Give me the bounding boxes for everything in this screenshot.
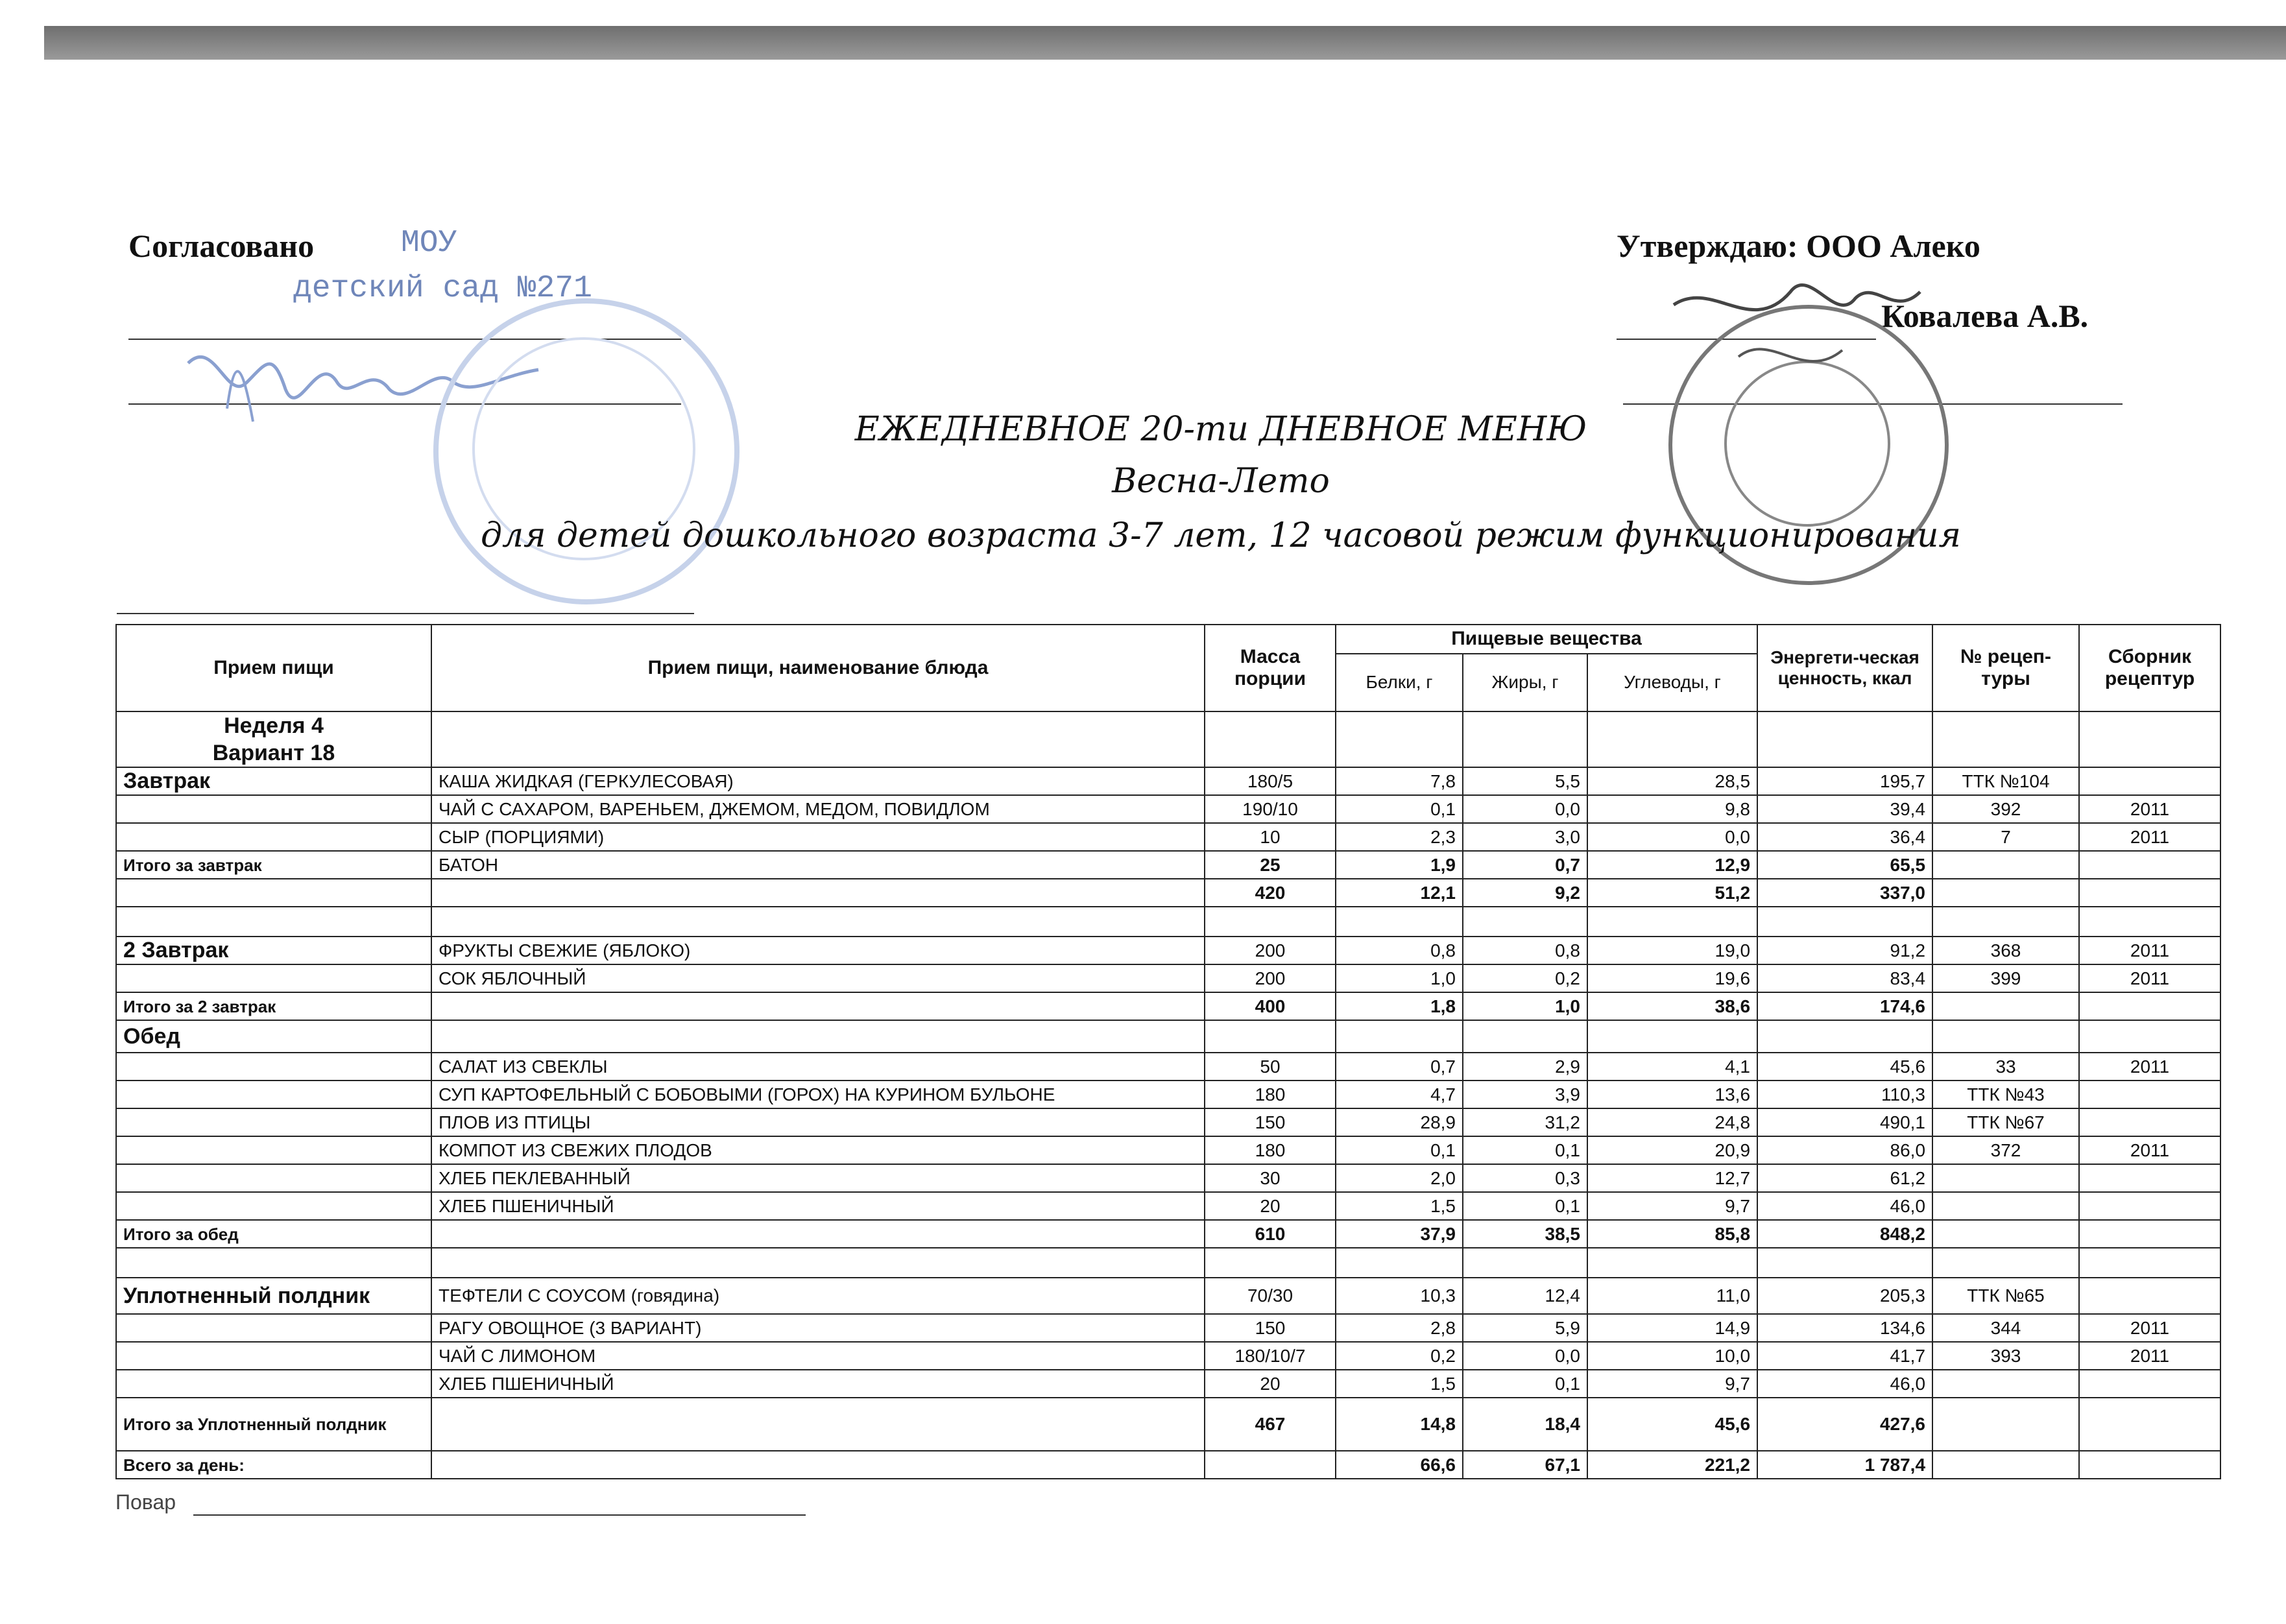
protein-cell: 2,8 xyxy=(1336,1314,1463,1342)
recipe-cell xyxy=(1932,851,2079,879)
collection-cell xyxy=(2079,1192,2220,1220)
collection-cell: 2011 xyxy=(2079,964,2220,992)
audience-subtitle: для детей дошкольного возраста 3-7 лет, 12 часовой режим функционирования xyxy=(481,516,1961,555)
table-row xyxy=(116,1192,2220,1220)
energy-cell: 174,6 xyxy=(1757,992,1932,1020)
energy-cell: 46,0 xyxy=(1757,1370,1932,1398)
fat-cell: 0,7 xyxy=(1463,851,1587,879)
dish-cell xyxy=(431,879,1205,907)
fat-cell: 5,9 xyxy=(1463,1314,1587,1342)
protein-cell: 0,8 xyxy=(1336,937,1463,964)
header-dish: Прием пищи, наименование блюда xyxy=(431,625,1205,711)
carbs-cell: 9,8 xyxy=(1587,795,1757,823)
dish-cell: ФРУКТЫ СВЕЖИЕ (ЯБЛОКО) xyxy=(431,937,1205,964)
meal-cell xyxy=(116,1053,431,1081)
mass-cell: 180 xyxy=(1205,1081,1336,1108)
mass-cell: 180/5 xyxy=(1205,767,1336,795)
mass-cell: 200 xyxy=(1205,964,1336,992)
mass-cell: 420 xyxy=(1205,879,1336,907)
energy-cell xyxy=(1757,1020,1932,1053)
week-label xyxy=(116,711,431,767)
collection-cell: 2011 xyxy=(2079,795,2220,823)
fat-cell xyxy=(1463,907,1587,937)
meal-cell xyxy=(116,964,431,992)
carbs-cell: 85,8 xyxy=(1587,1220,1757,1248)
collection-cell: 2011 xyxy=(2079,937,2220,964)
dish-cell: ХЛЕБ ПШЕНИЧНЫЙ xyxy=(431,1192,1205,1220)
mass-cell: 150 xyxy=(1205,1108,1336,1136)
mass-cell: 190/10 xyxy=(1205,795,1336,823)
protein-cell: 14,8 xyxy=(1336,1398,1463,1451)
table-row xyxy=(116,1278,2220,1314)
mass-cell: 150 xyxy=(1205,1314,1336,1342)
mass-cell: 50 xyxy=(1205,1053,1336,1081)
protein-cell: 7,8 xyxy=(1336,767,1463,795)
dish-cell xyxy=(431,907,1205,937)
table-row xyxy=(116,1108,2220,1136)
protein-cell: 2,0 xyxy=(1336,1164,1463,1192)
menu-table xyxy=(115,624,2221,1479)
protein-cell: 4,7 xyxy=(1336,1081,1463,1108)
table-row xyxy=(116,1220,2220,1248)
mass-cell: 20 xyxy=(1205,1192,1336,1220)
collection-cell xyxy=(2079,767,2220,795)
table-row xyxy=(116,907,2220,937)
dish-cell: ХЛЕБ ПШЕНИЧНЫЙ xyxy=(431,1370,1205,1398)
table-row xyxy=(116,1314,2220,1342)
energy-cell: 195,7 xyxy=(1757,767,1932,795)
collection-cell xyxy=(2079,1164,2220,1192)
carbs-cell: 0,0 xyxy=(1587,823,1757,851)
carbs-cell: 13,6 xyxy=(1587,1081,1757,1108)
fat-cell: 0,1 xyxy=(1463,1136,1587,1164)
header-collection: Сборник рецептур xyxy=(2079,625,2220,711)
recipe-cell: 344 xyxy=(1932,1314,2079,1342)
table-row xyxy=(116,1020,2220,1053)
header-mass: Масса порции xyxy=(1205,625,1336,711)
table-row xyxy=(116,1342,2220,1370)
collection-cell xyxy=(2079,851,2220,879)
carbs-cell: 11,0 xyxy=(1587,1278,1757,1314)
header-energy: Энергети-ческая ценность, ккал xyxy=(1757,625,1932,711)
scan-top-bar xyxy=(44,26,2286,60)
meal-cell xyxy=(116,1164,431,1192)
meal-cell: Итого за обед xyxy=(116,1220,431,1248)
energy-cell: 36,4 xyxy=(1757,823,1932,851)
recipe-cell xyxy=(1932,907,2079,937)
recipe-cell: ТТК №104 xyxy=(1932,767,2079,795)
collection-cell: 2011 xyxy=(2079,1136,2220,1164)
dish-cell: ТЕФТЕЛИ С СОУСОМ (говядина) xyxy=(431,1278,1205,1314)
header-nutrients: Пищевые вещества xyxy=(1336,625,1757,654)
carbs-cell: 38,6 xyxy=(1587,992,1757,1020)
table-row xyxy=(116,1081,2220,1108)
energy-cell: 41,7 xyxy=(1757,1342,1932,1370)
collection-cell xyxy=(2079,1451,2220,1479)
fat-cell: 2,9 xyxy=(1463,1053,1587,1081)
fat-cell: 0,2 xyxy=(1463,964,1587,992)
season-subtitle: Весна-Лето xyxy=(1112,462,1330,501)
collection-cell xyxy=(2079,1220,2220,1248)
recipe-cell xyxy=(1932,1398,2079,1451)
meal-cell: Итого за 2 завтрак xyxy=(116,992,431,1020)
collection-cell: 2011 xyxy=(2079,1053,2220,1081)
meal-cell: Итого за завтрак xyxy=(116,851,431,879)
collection-cell xyxy=(2079,1020,2220,1053)
protein-cell: 37,9 xyxy=(1336,1220,1463,1248)
approver-name: Ковалева А.В. xyxy=(1881,298,2089,334)
mass-cell: 610 xyxy=(1205,1220,1336,1248)
dish-cell xyxy=(431,992,1205,1020)
collection-cell: 2011 xyxy=(2079,1314,2220,1342)
protein-cell: 1,5 xyxy=(1336,1370,1463,1398)
energy-cell: 46,0 xyxy=(1757,1192,1932,1220)
energy-cell: 86,0 xyxy=(1757,1136,1932,1164)
meal-cell xyxy=(116,795,431,823)
energy-cell xyxy=(1757,1248,1932,1278)
meal-cell xyxy=(116,1108,431,1136)
carbs-cell: 51,2 xyxy=(1587,879,1757,907)
fat-cell xyxy=(1463,1020,1587,1053)
recipe-cell: 33 xyxy=(1932,1053,2079,1081)
mass-cell: 25 xyxy=(1205,851,1336,879)
header-protein: Белки, г xyxy=(1336,654,1463,711)
mass-cell: 200 xyxy=(1205,937,1336,964)
meal-cell xyxy=(116,1342,431,1370)
mass-cell xyxy=(1205,907,1336,937)
energy-cell: 490,1 xyxy=(1757,1108,1932,1136)
collection-cell: 2011 xyxy=(2079,1342,2220,1370)
fat-cell: 0,1 xyxy=(1463,1192,1587,1220)
fat-cell: 31,2 xyxy=(1463,1108,1587,1136)
carbs-cell: 10,0 xyxy=(1587,1342,1757,1370)
fat-cell: 3,0 xyxy=(1463,823,1587,851)
dish-cell xyxy=(431,1220,1205,1248)
energy-cell: 110,3 xyxy=(1757,1081,1932,1108)
meal-cell xyxy=(116,907,431,937)
collection-cell xyxy=(2079,1108,2220,1136)
mass-cell: 400 xyxy=(1205,992,1336,1020)
mass-cell xyxy=(1205,1451,1336,1479)
dish-cell: ХЛЕБ ПЕКЛЕВАННЫЙ xyxy=(431,1164,1205,1192)
energy-cell: 83,4 xyxy=(1757,964,1932,992)
recipe-cell xyxy=(1932,1451,2079,1479)
dish-cell: ЧАЙ С ЛИМОНОМ xyxy=(431,1342,1205,1370)
fat-cell: 0,0 xyxy=(1463,1342,1587,1370)
table-row xyxy=(116,1451,2220,1479)
dish-cell xyxy=(431,1020,1205,1053)
table-row xyxy=(116,851,2220,879)
protein-cell: 66,6 xyxy=(1336,1451,1463,1479)
fat-cell: 0,3 xyxy=(1463,1164,1587,1192)
table-row xyxy=(116,1164,2220,1192)
table-row xyxy=(116,964,2220,992)
mass-cell xyxy=(1205,1020,1336,1053)
meal-cell xyxy=(116,879,431,907)
recipe-cell: 7 xyxy=(1932,823,2079,851)
carbs-cell: 24,8 xyxy=(1587,1108,1757,1136)
fat-cell: 5,5 xyxy=(1463,767,1587,795)
meal-cell xyxy=(116,1136,431,1164)
protein-cell: 28,9 xyxy=(1336,1108,1463,1136)
dish-cell: РАГУ ОВОЩНОЕ (3 ВАРИАНТ) xyxy=(431,1314,1205,1342)
meal-cell: Завтрак xyxy=(116,767,431,795)
collection-cell xyxy=(2079,1398,2220,1451)
separator-line xyxy=(117,613,694,614)
fat-cell xyxy=(1463,1248,1587,1278)
recipe-cell: 399 xyxy=(1932,964,2079,992)
fat-cell: 9,2 xyxy=(1463,879,1587,907)
fat-cell: 38,5 xyxy=(1463,1220,1587,1248)
table-row xyxy=(116,795,2220,823)
dish-cell: КАША ЖИДКАЯ (ГЕРКУЛЕСОВАЯ) xyxy=(431,767,1205,795)
recipe-cell xyxy=(1932,1192,2079,1220)
recipe-cell: ТТК №67 xyxy=(1932,1108,2079,1136)
protein-cell: 2,3 xyxy=(1336,823,1463,851)
fat-cell: 0,8 xyxy=(1463,937,1587,964)
header-fat: Жиры, г xyxy=(1463,654,1587,711)
stamp-text-org: МОУ xyxy=(401,226,457,261)
carbs-cell: 19,6 xyxy=(1587,964,1757,992)
carbs-cell xyxy=(1587,1020,1757,1053)
table-row xyxy=(116,1136,2220,1164)
carbs-cell: 4,1 xyxy=(1587,1053,1757,1081)
meal-cell xyxy=(116,1081,431,1108)
energy-cell: 337,0 xyxy=(1757,879,1932,907)
collection-cell xyxy=(2079,1248,2220,1278)
meal-cell: Всего за день: xyxy=(116,1451,431,1479)
approve-label: Утверждаю: ООО Алеко xyxy=(1617,228,1980,264)
protein-cell: 1,5 xyxy=(1336,1192,1463,1220)
protein-cell xyxy=(1336,1020,1463,1053)
dish-cell: БАТОН xyxy=(431,851,1205,879)
meal-cell: 2 Завтрак xyxy=(116,937,431,964)
recipe-cell: ТТК №65 xyxy=(1932,1278,2079,1314)
table-row xyxy=(116,1398,2220,1451)
collection-cell xyxy=(2079,907,2220,937)
protein-cell: 0,1 xyxy=(1336,1136,1463,1164)
energy-cell: 848,2 xyxy=(1757,1220,1932,1248)
fat-cell: 3,9 xyxy=(1463,1081,1587,1108)
protein-cell: 10,3 xyxy=(1336,1278,1463,1314)
protein-cell: 1,0 xyxy=(1336,964,1463,992)
fat-cell: 0,1 xyxy=(1463,1370,1587,1398)
recipe-cell xyxy=(1932,879,2079,907)
energy-cell xyxy=(1757,907,1932,937)
dish-cell: КОМПОТ ИЗ СВЕЖИХ ПЛОДОВ xyxy=(431,1136,1205,1164)
recipe-cell xyxy=(1932,1248,2079,1278)
carbs-cell: 28,5 xyxy=(1587,767,1757,795)
table-row xyxy=(116,823,2220,851)
carbs-cell xyxy=(1587,1248,1757,1278)
recipe-cell: ТТК №43 xyxy=(1932,1081,2079,1108)
header-meal: Прием пищи xyxy=(116,625,431,711)
recipe-cell: 368 xyxy=(1932,937,2079,964)
energy-cell: 45,6 xyxy=(1757,1053,1932,1081)
cook-signature-line xyxy=(193,1514,806,1516)
dish-cell: СОК ЯБЛОЧНЫЙ xyxy=(431,964,1205,992)
recipe-cell: 392 xyxy=(1932,795,2079,823)
carbs-cell: 20,9 xyxy=(1587,1136,1757,1164)
dish-cell: СУП КАРТОФЕЛЬНЫЙ С БОБОВЫМИ (ГОРОХ) НА КУРИНОМ БУЛЬОНЕ xyxy=(431,1081,1205,1108)
meal-cell xyxy=(116,1192,431,1220)
recipe-cell xyxy=(1932,1164,2079,1192)
carbs-cell: 45,6 xyxy=(1587,1398,1757,1451)
carbs-cell: 14,9 xyxy=(1587,1314,1757,1342)
dish-cell: СЫР (ПОРЦИЯМИ) xyxy=(431,823,1205,851)
mass-cell xyxy=(1205,1248,1336,1278)
header-carbs: Углеводы, г xyxy=(1587,654,1757,711)
mass-cell: 10 xyxy=(1205,823,1336,851)
carbs-cell: 221,2 xyxy=(1587,1451,1757,1479)
fat-cell: 0,0 xyxy=(1463,795,1587,823)
carbs-cell: 12,9 xyxy=(1587,851,1757,879)
energy-cell: 134,6 xyxy=(1757,1314,1932,1342)
recipe-cell xyxy=(1932,1370,2079,1398)
meal-cell: Итого за Уплотненный полдник xyxy=(116,1398,431,1451)
meal-cell xyxy=(116,1248,431,1278)
table-row xyxy=(116,1370,2220,1398)
recipe-cell xyxy=(1932,1220,2079,1248)
mass-cell: 467 xyxy=(1205,1398,1336,1451)
collection-cell xyxy=(2079,992,2220,1020)
fat-cell: 1,0 xyxy=(1463,992,1587,1020)
carbs-cell: 19,0 xyxy=(1587,937,1757,964)
energy-cell: 1 787,4 xyxy=(1757,1451,1932,1479)
energy-cell: 427,6 xyxy=(1757,1398,1932,1451)
meal-cell xyxy=(116,823,431,851)
dish-cell: ПЛОВ ИЗ ПТИЦЫ xyxy=(431,1108,1205,1136)
fat-cell: 18,4 xyxy=(1463,1398,1587,1451)
protein-cell: 0,2 xyxy=(1336,1342,1463,1370)
carbs-cell: 12,7 xyxy=(1587,1164,1757,1192)
recipe-cell: 372 xyxy=(1932,1136,2079,1164)
meal-cell xyxy=(116,1370,431,1398)
dish-cell xyxy=(431,1398,1205,1451)
protein-cell xyxy=(1336,1248,1463,1278)
table-row xyxy=(116,1248,2220,1278)
cook-label: Повар xyxy=(115,1490,176,1514)
energy-cell: 205,3 xyxy=(1757,1278,1932,1314)
protein-cell: 1,9 xyxy=(1336,851,1463,879)
dish-cell xyxy=(431,1451,1205,1479)
energy-cell: 61,2 xyxy=(1757,1164,1932,1192)
fat-cell: 67,1 xyxy=(1463,1451,1587,1479)
collection-cell xyxy=(2079,1278,2220,1314)
protein-cell: 0,1 xyxy=(1336,795,1463,823)
header-recipe: № рецеп-туры xyxy=(1932,625,2079,711)
dish-cell xyxy=(431,1248,1205,1278)
energy-cell: 65,5 xyxy=(1757,851,1932,879)
table-row xyxy=(116,879,2220,907)
collection-cell xyxy=(2079,879,2220,907)
energy-cell: 39,4 xyxy=(1757,795,1932,823)
mass-cell: 70/30 xyxy=(1205,1278,1336,1314)
approved-label: Согласовано xyxy=(128,228,315,264)
fat-cell: 12,4 xyxy=(1463,1278,1587,1314)
table-row xyxy=(116,1053,2220,1081)
table-row xyxy=(116,767,2220,795)
collection-cell xyxy=(2079,1081,2220,1108)
collection-cell: 2011 xyxy=(2079,823,2220,851)
week-variant: Вариант 18 xyxy=(212,741,335,765)
carbs-cell xyxy=(1587,907,1757,937)
carbs-cell: 9,7 xyxy=(1587,1192,1757,1220)
mass-cell: 30 xyxy=(1205,1164,1336,1192)
recipe-cell: 393 xyxy=(1932,1342,2079,1370)
collection-cell xyxy=(2079,1370,2220,1398)
mass-cell: 20 xyxy=(1205,1370,1336,1398)
protein-cell: 1,8 xyxy=(1336,992,1463,1020)
protein-cell: 0,7 xyxy=(1336,1053,1463,1081)
mass-cell: 180 xyxy=(1205,1136,1336,1164)
meal-cell xyxy=(116,1314,431,1342)
recipe-cell xyxy=(1932,992,2079,1020)
table-row xyxy=(116,937,2220,964)
energy-cell: 91,2 xyxy=(1757,937,1932,964)
meal-cell: Уплотненный полдник xyxy=(116,1278,431,1314)
carbs-cell: 9,7 xyxy=(1587,1370,1757,1398)
dish-cell: ЧАЙ С САХАРОМ, ВАРЕНЬЕМ, ДЖЕМОМ, МЕДОМ, ПОВИДЛОМ xyxy=(431,795,1205,823)
dish-cell: САЛАТ ИЗ СВЕКЛЫ xyxy=(431,1053,1205,1081)
stamp-text-kindergarten: детский сад №271 xyxy=(293,271,592,306)
meal-cell: Обед xyxy=(116,1020,431,1053)
mass-cell: 180/10/7 xyxy=(1205,1342,1336,1370)
week-number: Неделя 4 xyxy=(224,713,324,738)
protein-cell: 12,1 xyxy=(1336,879,1463,907)
menu-title: ЕЖЕДНЕВНОЕ 20-ти ДНЕВНОЕ МЕНЮ xyxy=(854,410,1587,449)
protein-cell xyxy=(1336,907,1463,937)
table-row xyxy=(116,992,2220,1020)
recipe-cell xyxy=(1932,1020,2079,1053)
